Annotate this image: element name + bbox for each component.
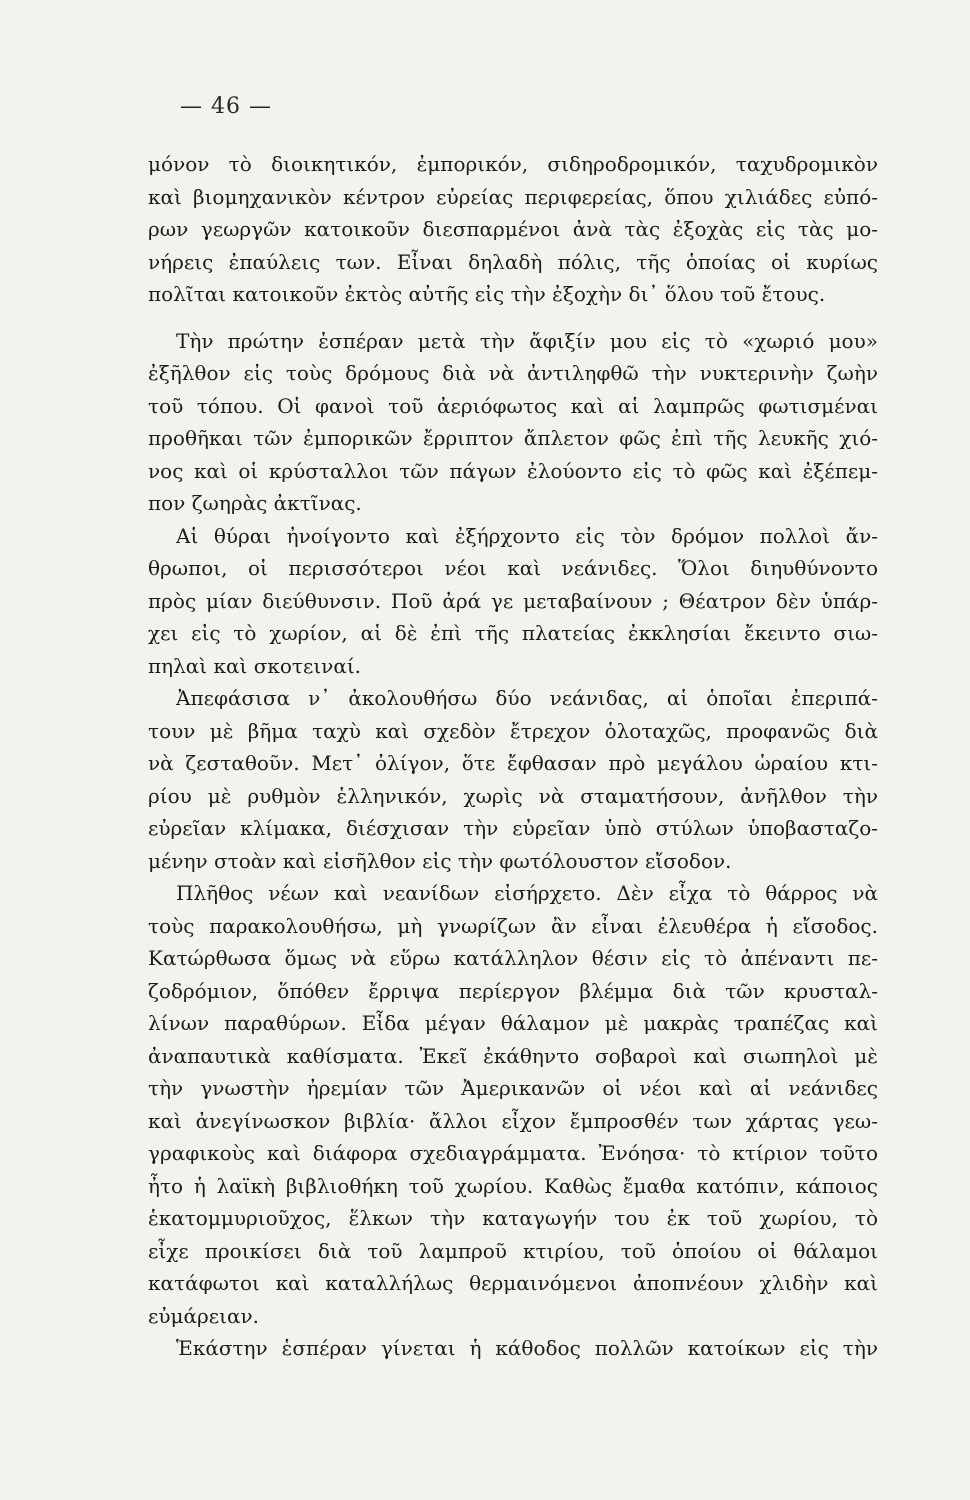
text-line: κατάφωτοι καὶ καταλλήλως θερμαινόμενοι ἀποπνέουν χλιδὴν καὶ: [148, 1271, 878, 1295]
text-line: μόνον τὸ διοικητικόν, ἐμπορικόν, σιδηροδρομικόν, ταχυδρομικὸν: [148, 152, 878, 176]
text-line: ἀναπαυτικὰ καθίσματα. Ἐκεῖ ἐκάθηντο σοβαροὶ καὶ σιωπηλοὶ μὲ: [148, 1043, 878, 1068]
paragraph-first-line: Αἱ θύραι ἠνοίγοντο καὶ ἐξήρχοντο εἰς τὸν δρόμον πολλοὶ ἄν-: [176, 523, 878, 548]
text-line: πηλαὶ καὶ σκοτειναί.: [148, 653, 362, 678]
text-line: ρων γεωργῶν κατοικοῦν διεσπαρμένοι ἀνὰ τὰς ἐξοχὰς εἰς τὰς μο-: [148, 217, 878, 241]
paragraph-first-line: Πλῆθος νέων καὶ νεανίδων εἰσήρχετο. Δὲν εἶχα τὸ θάρρος νὰ: [176, 881, 878, 905]
text-line: τοὺς παρακολουθήσω, μὴ γνωρίζων ἂν εἶναι ἐλευθέρα ἡ εἴσοδος.: [148, 913, 878, 938]
text-line: τοῦ τόπου. Οἱ φανοὶ τοῦ ἀεριόφωτος καὶ αἱ λαμπρῶς φωτισμέναι: [148, 393, 878, 418]
text-line: ρίου μὲ ρυθμὸν ἑλληνικόν, χωρὶς νὰ σταματήσουν, ἀνῆλθον τὴν: [148, 783, 878, 808]
text-line: πολῖται κατοικοῦν ἐκτὸς αὐτῆς εἰς τὴν ἐξοχὴν δι᾽ ὅλου τοῦ ἔτους.: [148, 282, 826, 306]
paragraph-first-line: Ἀπεφάσισα ν᾽ ἀκολουθήσω δύο νεάνιδας, αἱ ὁποῖαι ἐπεριπά-: [176, 686, 878, 710]
text-line: μένην στοὰν καὶ εἰσῆλθον εἰς τὴν φωτόλουστον εἴσοδον.: [148, 848, 732, 873]
text-line: Κατώρθωσα ὅμως νὰ εὕρω κατάλληλον θέσιν εἰς τὸ ἀπέναντι πε-: [148, 946, 878, 970]
text-line: προθῆκαι τῶν ἐμπορικῶν ἔρριπτον ἄπλετον φῶς ἐπὶ τῆς λευκῆς χιό-: [148, 426, 878, 450]
text-line: ζοδρόμιον, ὅπόθεν ἔρριψα περίεργον βλέμμα διὰ τῶν κρυσταλ-: [148, 978, 878, 1003]
text-line: θρωποι, οἱ περισσότεροι νέοι καὶ νεάνιδες. Ὅλοι διηυθύνοντο: [148, 556, 878, 580]
text-line: εὐμάρειαν.: [148, 1303, 260, 1328]
text-line: πρὸς μίαν διεύθυνσιν. Ποῦ ἀρά γε μεταβαίνουν ; Θέατρον δὲν ὑπάρ-: [148, 588, 878, 613]
text-line: λίνων παραθύρων. Εἶδα μέγαν θάλαμον μὲ μακρὰς τραπέζας καὶ: [148, 1011, 878, 1035]
text-line: ἑκατομμυριοῦχος, ἕλκων τὴν καταγωγήν του ἐκ τοῦ χωρίου, τὸ: [148, 1206, 878, 1230]
text-line: εὐρεῖαν κλίμακα, διέσχισαν τὴν εὐρεῖαν ὑπὸ στύλων ὑποβασταζο-: [148, 816, 878, 840]
text-line: ἐξῆλθον εἰς τοὺς δρόμους διὰ νὰ ἀντιληφθῶ τὴν νυκτερινὴν ζωὴν: [148, 361, 878, 385]
text-line: χει εἰς τὸ χωρίον, αἱ δὲ ἐπὶ τῆς πλατείας ἐκκλησίαι ἔκειντο σιω-: [148, 621, 878, 645]
text-line: νὰ ζεσταθοῦν. Μετ᾽ ὀλίγον, ὅτε ἔφθασαν πρὸ μεγάλου ὡραίου κτι-: [148, 751, 878, 775]
text-line: τὴν γνωστὴν ἠρεμίαν τῶν Ἀμερικανῶν οἱ νέοι καὶ αἱ νεάνιδες: [148, 1076, 878, 1100]
text-line: καὶ ἀνεγίνωσκον βιβλία· ἄλλοι εἶχον ἔμπροσθέν των χάρτας γεω-: [148, 1108, 878, 1133]
text-line: ἦτο ἡ λαϊκὴ βιβλιοθήκη τοῦ χωρίου. Καθὼς ἔμαθα κατόπιν, κάποιος: [148, 1173, 878, 1198]
page-number: — 46 —: [180, 94, 272, 119]
text-line: νήρεις ἐπαύλεις των. Εἶναι δηλαδὴ πόλις, τῆς ὁποίας οἱ κυρίως: [148, 249, 878, 274]
paragraph-first-line: Τὴν πρώτην ἑσπέραν μετὰ τὴν ἄφιξίν μου εἰς τὸ «χωριό μου»: [176, 328, 878, 353]
body-text: [148, 148, 878, 1365]
text-line: εἶχε προικίσει διὰ τοῦ λαμπροῦ κτιρίου, τοῦ ὁποίου οἱ θάλαμοι: [148, 1238, 878, 1263]
text-line: τουν μὲ βῆμα ταχὺ καὶ σχεδὸν ἔτρεχον ὁλοταχῶς, προφανῶς διὰ: [148, 718, 878, 743]
paragraph-first-line: Ἑκάστην ἑσπέραν γίνεται ἡ κάθοδος πολλῶν κατοίκων εἰς τὴν: [176, 1336, 878, 1360]
text-line: καὶ βιομηχανικὸν κέντρον εὐρείας περιφερείας, ὅπου χιλιάδες εὐπό-: [148, 184, 878, 209]
text-line: νος καὶ οἱ κρύσταλλοι τῶν πάγων ἐλούοντο εἰς τὸ φῶς καὶ ἐξέπεμ-: [148, 458, 878, 483]
text-line: πον ζωηρὰς ἀκτῖνας.: [148, 491, 362, 515]
text-line: γραφικοὺς καὶ διάφορα σχεδιαγράμματα. Ἐνόησα· τὸ κτίριον τοῦτο: [148, 1141, 878, 1165]
